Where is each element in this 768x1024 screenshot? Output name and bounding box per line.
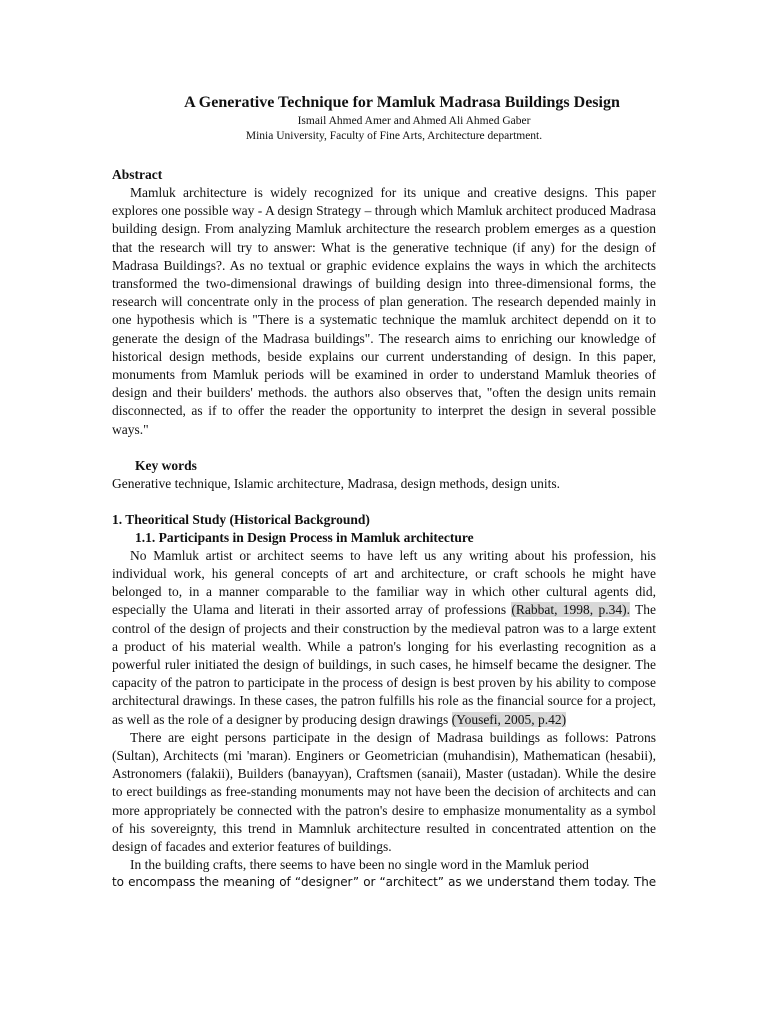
citation-yousefi: (Yousefi, 2005, p.42)	[451, 711, 567, 727]
section-heading: 1. Theoritical Study (Historical Background)	[112, 511, 370, 527]
subsection-heading: 1.1. Participants in Design Process in Mamluk architecture	[135, 529, 474, 545]
body-paragraph-2: There are eight persons participate in the design of Madrasa buildings as follows: Patrons (Sultan), Architects (mi 'maran). Enginers or Geometrician (muhandisin), Mathematican (hesabii), Astronomers (falakii), Builders (banayyan), Craftsmen (sanaii), Master (ustadan). While the desire to erect buildings as free-standing monuments may not have been the decision of architects and can more appropriately be connected with the patron's desire to emphasize monumentality as a symbol of his sovereignty, this trend in Mamnluk architecture resulted in concentrated attention on the design of facades and exterior features of buildings.	[112, 729, 656, 855]
paragraph-text: The control of the design of projects and their construction by the medieval patron was to a large extent a product of his material wealth. While a patron's longing for his everlasting recognition as a powerful ruler initiated the design of buildings, in such cases, he himself became the designer. The capacity of the patron to participate in the process of design is best proven by his ability to compose architectural drawings. In these cases, the patron fulfills his role as the financial source for a project, as well as the role of a designer by producing design drawings	[112, 602, 656, 727]
keywords-heading: Key words	[135, 457, 197, 473]
paper-affiliation: Minia University, Faculty of Fine Arts, Architecture department.	[245, 130, 543, 142]
paper-title: A Generative Technique for Mamluk Madrasa Buildings Design	[184, 94, 620, 111]
paper-page	[112, 92, 656, 889]
abstract-text: Mamluk architecture is widely recognized for its unique and creative designs. This paper explores one possible way - A design Strategy – through which Mamluk architect produced Madrasa building design. From analyzing Mamluk architecture the research problem emerges as a question that the research will try to answer: What is the generative technique (if any) for the design of Madrasa Buildings?. As no textual or graphic evidence explains the ways in which the architects transformed the two-dimensional drawings of building design into three-dimensional forms, the research will concentrate only in the process of plan generation. The research depended mainly in one hypothesis which is "There is a systematic technique the mamluk architect dependd on it to generate the design of the Madrasa buildings". The research aims to enriching our knowledge of historical design methods, beside explains our current understanding of design. In this paper, monuments from Mamluk periods will be examined in order to understand Mamluk theories of design and their builders' methods. the authors also observes that, "often the design units remain disconnected, as if to offer the reader the opportunity to interpret the design in several possible ways."	[112, 185, 656, 437]
body-paragraph-3	[112, 856, 656, 874]
body-paragraph-1	[112, 547, 656, 729]
abstract-heading: Abstract	[112, 167, 163, 182]
paragraph-text: No Mamluk artist or architect seems to have left us any writing about his profession, his individual work, his general concepts of art and architecture, or craft schools he might have belonged to, in a manner comparable to the familiar way in which other cultural agents did, especially the Ulama and literati in their assorted array of professions	[112, 547, 656, 618]
paragraph-text: In the building crafts, there seems to have been no single word in the Mamluk period	[130, 857, 589, 873]
paper-authors: Ismail Ahmed Amer and Ahmed Ali Ahmed Gaber	[297, 115, 531, 127]
paragraph-continuation: to encompass the meaning of “designer” or “architect” as we understand them today. The	[112, 874, 656, 889]
keywords-text: Generative technique, Islamic architecture, Madrasa, design methods, design units.	[112, 475, 560, 491]
citation-rabbat: (Rabbat, 1998, p.34).	[511, 602, 630, 618]
